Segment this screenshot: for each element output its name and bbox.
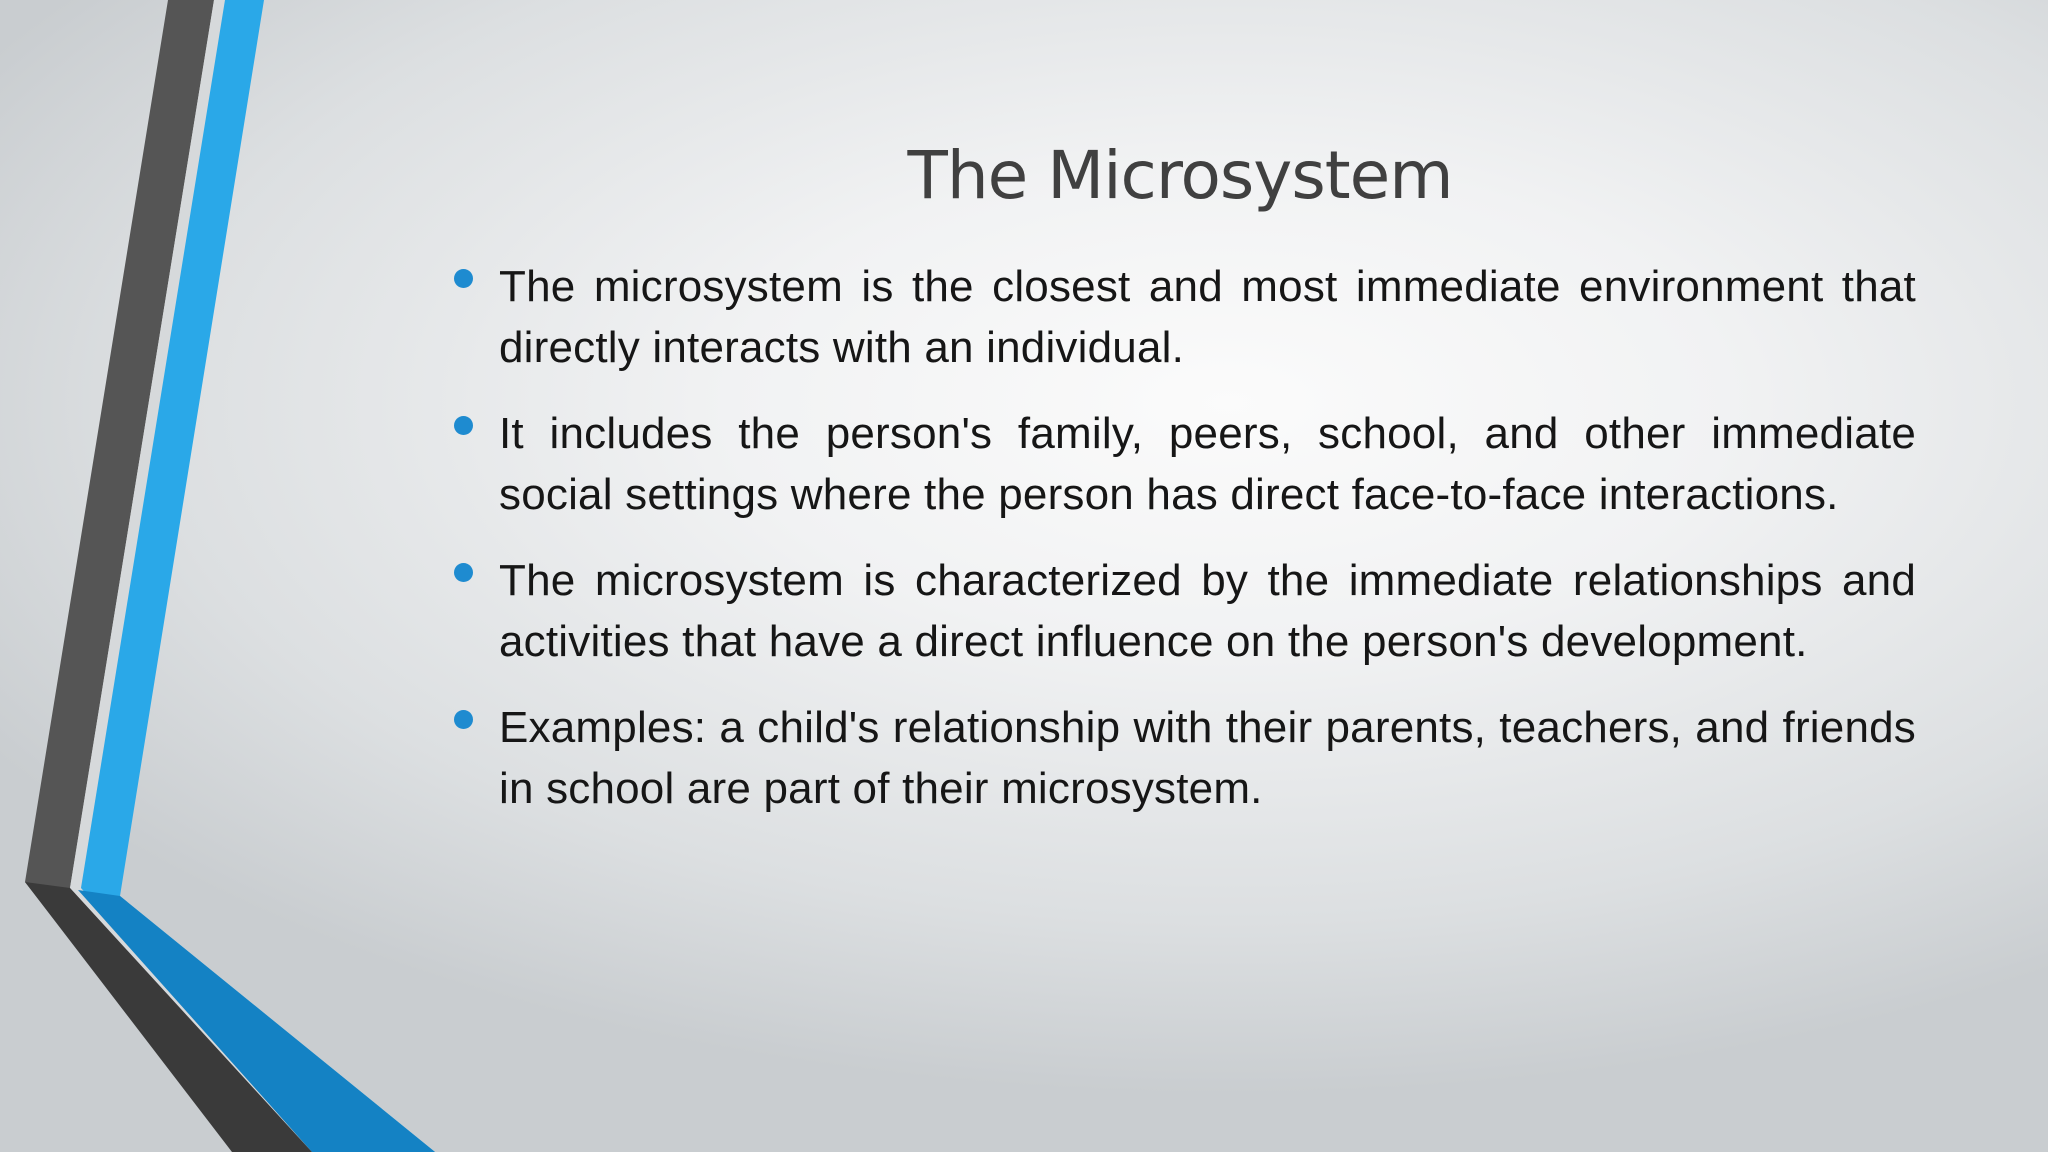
bullet-text: The microsystem is the closest and most immediate environment that directly interacts with an individual. bbox=[499, 262, 1916, 372]
bullet-item bbox=[440, 403, 1916, 525]
dark-stripe-lower bbox=[25, 882, 312, 1152]
blue-stripe bbox=[81, 0, 435, 1152]
bullet-text: The microsystem is characterized by the immediate relationships and activities that have a direct influence on the person's development. bbox=[499, 556, 1916, 666]
bullet-text: Examples: a child's relationship with their parents, teachers, and friends in school are part of their microsystem. bbox=[499, 703, 1916, 813]
blue-stripe-lower bbox=[78, 890, 435, 1152]
bullet-dot-icon bbox=[454, 269, 473, 288]
gray-stripe bbox=[25, 0, 320, 1152]
bullet-text: It includes the person's family, peers, school, and other immediate social settings where the person has direct face-to-face interactions. bbox=[499, 409, 1916, 519]
bullet-item bbox=[440, 256, 1916, 378]
bullet-item bbox=[440, 550, 1916, 672]
bullet-item bbox=[440, 697, 1916, 819]
bullet-dot-icon bbox=[454, 563, 473, 582]
slide-title: The Microsystem bbox=[907, 137, 1453, 214]
light-gap-stripe bbox=[70, 0, 320, 1152]
bullet-dot-icon bbox=[454, 710, 473, 729]
bullet-list bbox=[440, 256, 1916, 844]
bullet-dot-icon bbox=[454, 416, 473, 435]
